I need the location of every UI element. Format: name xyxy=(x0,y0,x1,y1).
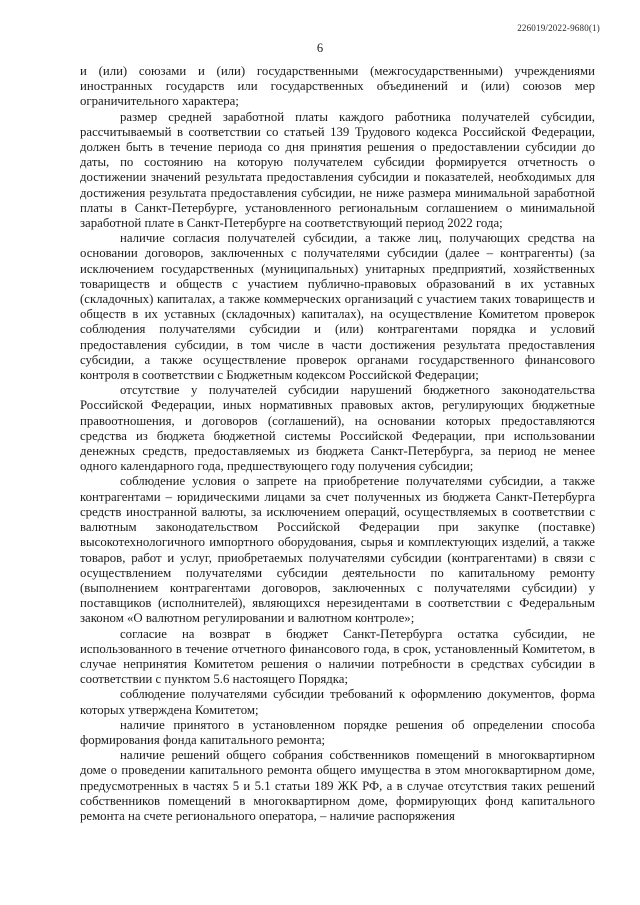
paragraph: наличие согласия получателей субсидии, а также лиц, получающих средства на основании договоров, заключенных с получателями субсидии (далее – контрагенты) (за исключением государственных (муниципальных) унитарных предприятий, хозяйственных товариществ и обществ с участием публично-правовых образований в их уставных (складочных) капиталах, а также коммерческих организаций с участием таких товариществ и обществ в их уставных (складочных) капиталах), на осуществление Комитетом проверок соблюдения получателями субсидии и (или) контрагентами порядка и условий предоставления субсидии, в том числе в части достижения результата предоставления субсидии, а также осуществление проверок органами государственного финансового контроля в соответствии с Бюджетным кодексом Российской Федерации; xyxy=(80,231,595,383)
paragraph: наличие принятого в установленном порядке решения об определении способа формирования фонда капитального ремонта; xyxy=(80,717,595,747)
paragraph: и (или) союзами и (или) государственными (межгосударственными) учреждениями иностранных государств или государственных объединений и (или) союзов мер ограничительного характера; xyxy=(80,64,595,109)
page-number: 6 xyxy=(316,41,324,55)
paragraph: размер средней заработной платы каждого работника получателей субсидии, рассчитываемый в соответствии со статьей 139 Трудового кодекса Российской Федерации, должен быть в течение периода со дня принятия решения о предоставлении субсидии до даты, по состоянию на которую получателем субсидии формируется отчетность о достижении значений результата предоставления субсидии и показателей, необходимых для достижения результата предоставления субсидии, не ниже размера минимальной заработной платы в Санкт-Петербурге, установленного региональным соглашением о минимальной заработной плате в Санкт-Петербурге на соответствующий период 2022 года; xyxy=(80,109,595,231)
document-body xyxy=(80,64,595,824)
paragraph: согласие на возврат в бюджет Санкт-Петербурга остатка субсидии, не использованного в течение отчетного финансового года, в срок, установленный Комитетом, в случае непринятия Комитетом решения о наличии потребности в средствах субсидии в соответствии с пунктом 5.6 настоящего Порядка; xyxy=(80,626,595,687)
paragraph: соблюдение получателями субсидии требований к оформлению документов, форма которых утверждена Комитетом; xyxy=(80,687,595,717)
paragraph: соблюдение условия о запрете на приобретение получателями субсидии, а также контрагентами – юридическими лицами за счет полученных из бюджета Санкт-Петербурга средств иностранной валюты, за исключением операций, осуществляемых в соответствии с валютным законодательством Российской Федерации при закупке (поставке) высокотехнологичного импортного оборудования, сырья и комплектующих изделий, а также товаров, работ и услуг, приобретаемых получателями субсидии (контрагентами) в связи с осуществлением получателями субсидии деятельности по капитальному ремонту (выполнением контрагентами договоров, заключенных с получателями субсидии) у поставщиков (исполнителей), являющихся нерезидентами в соответствии с Федеральным законом «О валютном регулировании и валютном контроле»; xyxy=(80,474,595,626)
registration-number: 226019/2022-9680(1) xyxy=(517,23,600,33)
paragraph: отсутствие у получателей субсидии нарушений бюджетного законодательства Российской Федерации, иных нормативных правовых актов, регулирующих бюджетные правоотношения, и договоров (соглашений), на основании которых предоставляются средства из бюджета бюджетной системы Российской Федерации, при использовании денежных средств, предоставляемых из бюджета Санкт-Петербурга, за период не менее одного календарного года, предшествующего году получения субсидии; xyxy=(80,383,595,474)
paragraph: наличие решений общего собрания собственников помещений в многоквартирном доме о проведении капитального ремонта общего имущества в этом многоквартирном доме, предусмотренных в частях 5 и 5.1 статьи 189 ЖК РФ, а в случае отсутствия таких решений собственников помещений в многоквартирном доме, формирующих фонд капитального ремонта на счете регионального оператора, – наличие распоряжения xyxy=(80,748,595,823)
